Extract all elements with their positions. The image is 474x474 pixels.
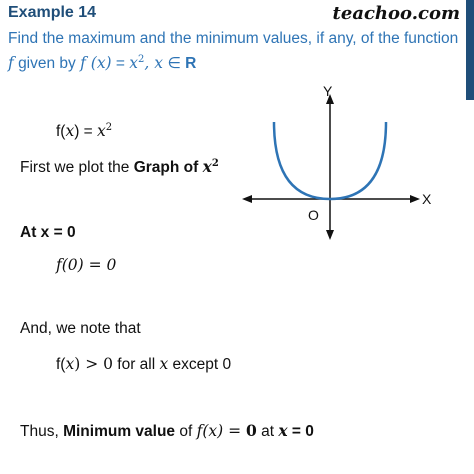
inequality: f(x) > 0 for all x except 0: [56, 355, 232, 373]
question-line-2: f given by f $(x) = x^2$, x ∈ R: [8, 53, 197, 72]
x-axis-label: X: [422, 191, 432, 207]
at-x-zero: At x = 0: [20, 224, 76, 241]
origin-label: O: [308, 207, 319, 223]
question-line-1: Find the maximum and the minimum values, if any, of the function: [8, 30, 459, 47]
x-axis-arrow-left: [242, 195, 252, 203]
note-text: And, we note that: [20, 320, 141, 337]
accent-bar: [466, 0, 474, 100]
y-axis-arrow-down: [326, 230, 334, 240]
parabola-graph: [230, 82, 440, 242]
function-definition: $f(x) = x^2$: [56, 121, 113, 140]
plot-intro: First we plot the Graph of $x^2$: [20, 157, 219, 176]
y-axis-label: Y: [323, 83, 333, 99]
x-axis-arrow-right: [410, 195, 420, 203]
example-title: Example 14: [8, 4, 97, 21]
f-of-zero: f(0) = 0: [56, 256, 117, 274]
conclusion: Thus, Minimum value of f(x) = 0 at x = 0: [20, 421, 314, 440]
brand-logo: teachoo.com: [332, 3, 460, 24]
